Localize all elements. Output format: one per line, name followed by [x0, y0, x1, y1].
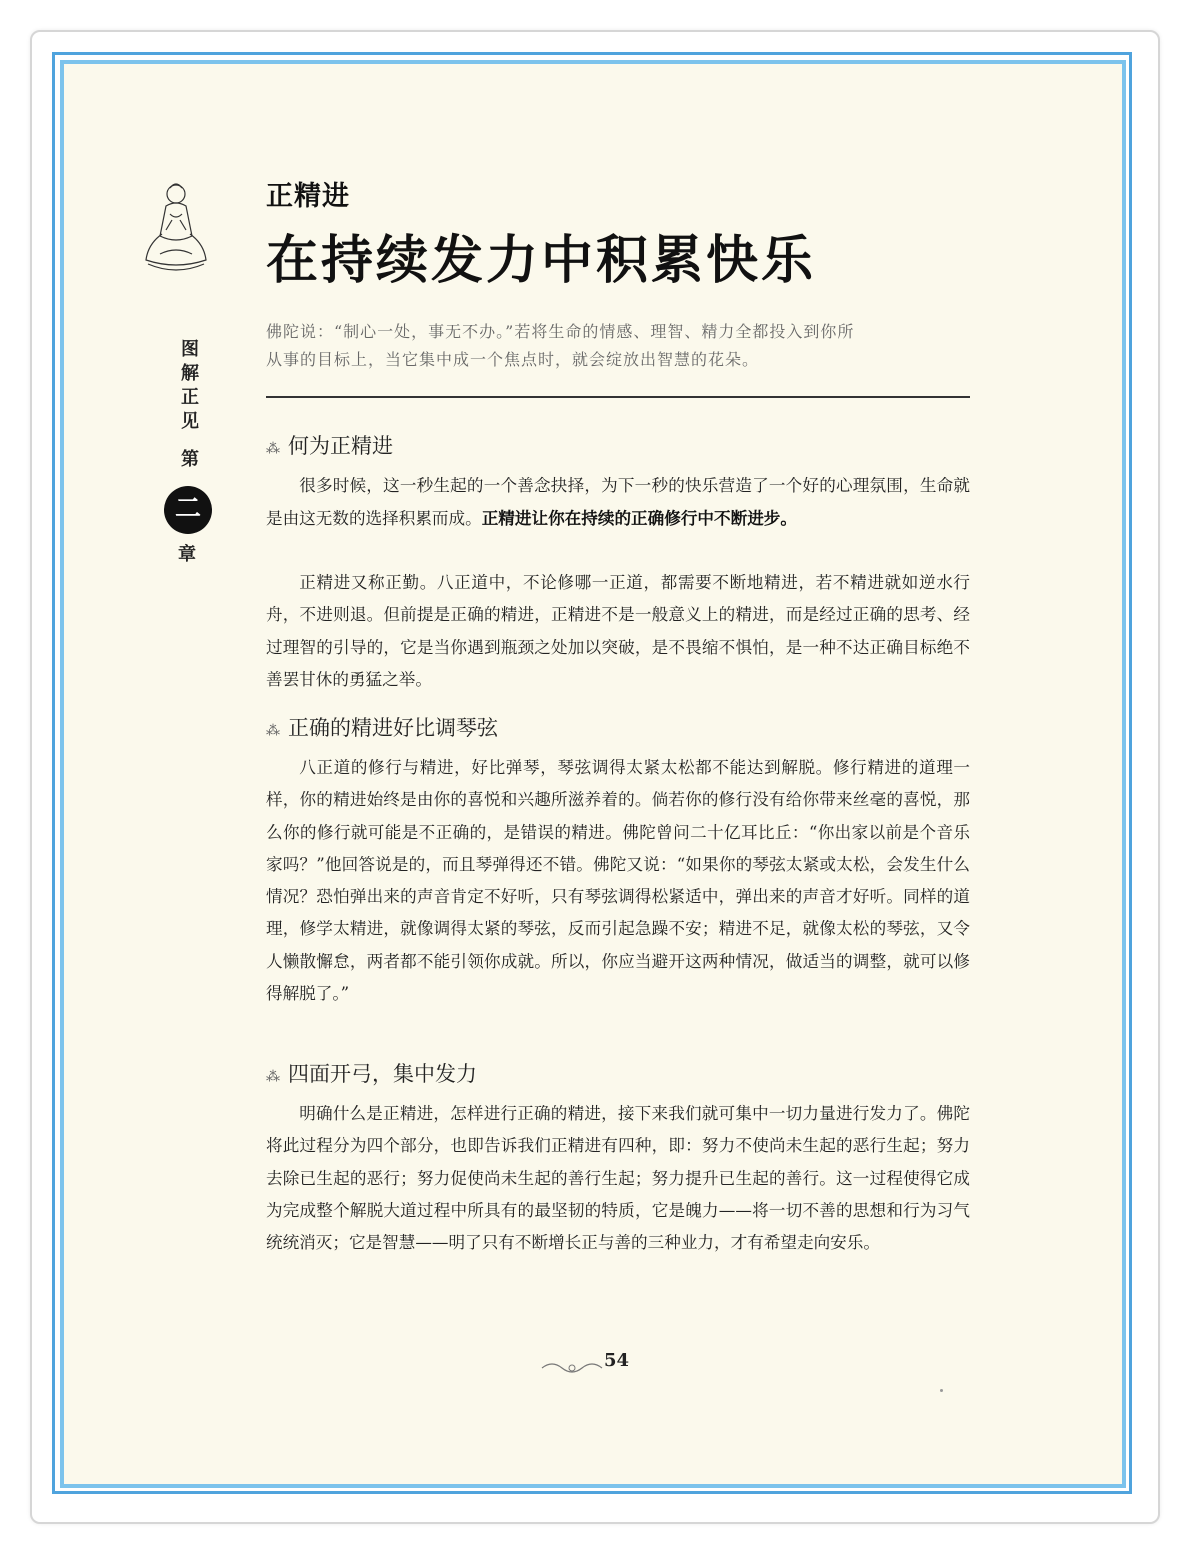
series-char: 解 — [181, 363, 199, 384]
intro-quote — [266, 318, 970, 374]
body-paragraph: 八正道的修行与精进，好比弹琴，琴弦调得太紧太松都不能达到解脱。修行精进的道理一样，你的精进始终是由你的喜悦和兴趣所滋养着的。倘若你的修行没有给你带来丝毫的喜悦，那么你的修行就可能是不正确的，是错误的精进。佛陀曾问二十亿耳比丘：“你出家以前是个音乐家吗？”他回答说是的，而且琴弹得还不错。佛陀又说：“如果你的琴弦太紧或太松，会发生什么情况？恐怕弹出来的声音肯定不好听，只有琴弦调得松紧适中，弹出来的声音才好听。同样的道理，修学太精进，就像调得太紧的琴弦，反而引起急躁不安；精进不足，就像太松的琴弦，又令人懒散懈怠，两者都不能引领你成就。所以，你应当避开这两种情况，做适当的调整，就可以修得解脱了。” — [266, 758, 970, 1004]
chapter-prefix: 第 — [181, 449, 199, 470]
series-char: 见 — [181, 411, 199, 432]
heading-ornament-icon: ⁂ — [266, 723, 278, 739]
chapter-suffix: 章 — [178, 544, 196, 565]
divider-rule — [266, 396, 970, 398]
body-paragraph — [266, 470, 970, 536]
section-heading — [266, 430, 393, 460]
paragraph-emphasis: 正精进让你在持续的正确修行中不断进步。 — [481, 508, 797, 529]
page-title: 在持续发力中积累快乐 — [266, 230, 817, 291]
series-char: 图 — [181, 339, 199, 360]
body-paragraph: 正精进又称正勤。八正道中，不论修哪一正道，都需要不断地精进，若不精进就如逆水行舟，不进则退。但前提是正确的精进，正精进不是一般意义上的精进，而是经过正确的思考、经过理智的引导的，它是当你遇到瓶颈之处加以突破，是不畏缩不惧怕，是一种不达正确目标绝不善罢甘休的勇猛之举。 — [266, 573, 970, 689]
vertical-series-title — [176, 338, 204, 472]
page-number-ornament-icon — [540, 1358, 604, 1376]
section-heading-text: 正确的精进好比调琴弦 — [288, 716, 498, 740]
speck — [940, 1389, 943, 1392]
seated-monk-illustration — [136, 176, 216, 276]
section-heading-text: 何为正精进 — [288, 434, 393, 458]
section-label: 正精进 — [266, 181, 350, 212]
body-paragraph: 明确什么是正精进，怎样进行正确的精进，接下来我们就可集中一切力量进行发力了。佛陀将此过程分为四个部分，也即告诉我们正精进有四种，即：努力不使尚未生起的恶行生起；努力去除已生起的恶行；努力促使尚未生起的善行生起；努力提升已生起的善行。这一过程使得它成为完成整个解脱大道过程中所具有的最坚韧的特质，它是魄力——将一切不善的思想和行为习气统统消灭；它是智慧——明了只有不断增长正与善的三种业力，才有希望走向安乐。 — [266, 1104, 970, 1253]
section-heading — [266, 1058, 477, 1088]
intro-line: 佛陀说：“制心一处，事无不办。”若将生命的情感、理智、精力全都投入到你所 — [266, 322, 855, 341]
section-heading-text: 四面开弓，集中发力 — [288, 1062, 477, 1086]
page-number: 54 — [604, 1350, 630, 1371]
heading-ornament-icon: ⁂ — [266, 441, 278, 457]
section-heading — [266, 712, 498, 742]
intro-line: 从事的目标上，当它集中成一个焦点时，就会绽放出智慧的花朵。 — [266, 350, 760, 369]
paragraph-text: 很多时候，这一秒生起的一个善念抉择，为下一秒的快乐营造了一个好的心理氛围，生命就是由这无数的选择积累而成。 — [266, 476, 970, 529]
series-char: 正 — [181, 387, 199, 408]
chapter-number-badge: 二 — [164, 486, 212, 534]
heading-ornament-icon: ⁂ — [266, 1069, 278, 1085]
